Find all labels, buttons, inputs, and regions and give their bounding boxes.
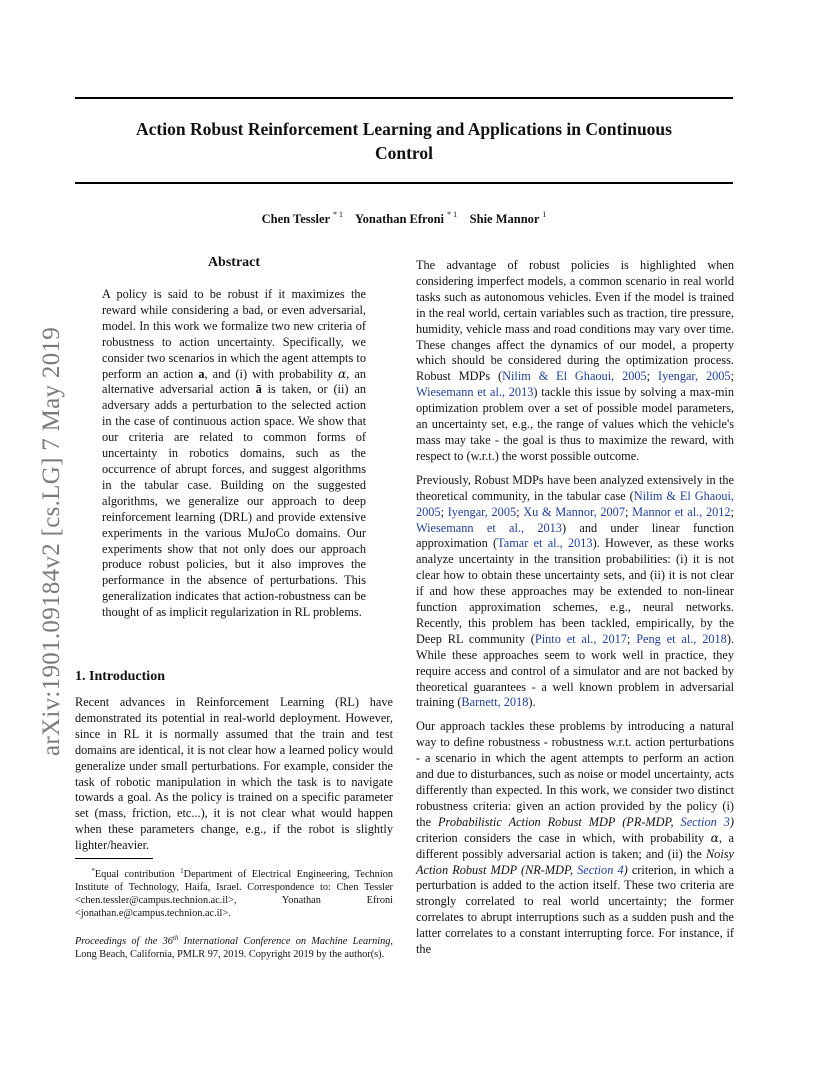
- abstract-paragraph: A policy is said to be robust if it maximizes the reward while considering a bad, or even adversarial, model. In this work we formalize two new criteria of robustness to action uncertainty. Specifically, we consider two scenarios in which the agent attempts to perform an action a, and (i) with probability α, an alternative adversarial action ā is taken, or (ii) an adversary adds a perturbation to the selected action in the case of continuous action space. We show that our criteria are related to common forms of uncertainty in robotics domains, such as the occurrence of abrupt forces, and suggest algorithms in the tabular case. Building on the suggested algorithms, we generalize our approach to deep reinforcement learning (DRL) and provide extensive experiments in the various MuJoCo domains. Our experiments show that not only does our approach produce robust policies, but it also improves the performance in the absence of perturbations. This generalization indicates that action-robustness can be thought of as implicit regularization in RL problems.: [102, 287, 366, 620]
- author-name: Yonathan Efroni: [355, 212, 445, 226]
- footnote-rule: [75, 858, 153, 859]
- citation-link[interactable]: Barnett, 2018: [461, 695, 529, 710]
- abstract-body: [102, 287, 366, 629]
- footnote-affiliations: *Equal contribution $^1$Department of Electrical Engineering, Technion Institute of Technology, Haifa, Israel. Correspondence to: Chen Tessler <chen.tessler@campus.technion.ac.il>, Yonathan Efroni <jonathan.e@campus.technion.ac.il>.: [75, 867, 393, 919]
- author-marks: * 1: [332, 210, 343, 219]
- right-column-body: [416, 258, 734, 966]
- section-heading-introduction: 1. Introduction: [75, 669, 165, 684]
- citation-link[interactable]: Xu & Mannor, 2007: [523, 504, 625, 519]
- right-paragraph-3: Our approach tackles these problems by introducing a natural way to define robustness - robustness w.r.t. action perturbations - a scenario in which the agent attempts to perform an action and due to disturbances, such as noise or model uncertainty, acts differently than expected. In this work, we consider two distinct robustness criteria: given an action provided by the policy (i) the Probabilistic Action Robust MDP (PR-MDP, Section 3) criterion considers the case in which, with probability α, a different possibly adversarial action is taken; and (ii) the Noisy Action Robust MDP (NR-MDP, Section 4) criterion, in which a perturbation is added to the action itself. These two criteria are strongly correlated to real world uncertainty; the former correlates to abrupt interruptions such as a sudden push and the latter correlates to a constant interrupting force. For instance, if the: [416, 719, 735, 957]
- footnote-proceedings: Proceedings of the 36th International Conference on Machine Learning, Long Beach, California, PMLR 97, 2019. Copyright 2019 by the author(s).: [75, 934, 393, 960]
- citation-link[interactable]: Wiesemann et al., 2013: [416, 385, 534, 400]
- citation-link[interactable]: Peng et al., 2018: [636, 631, 727, 646]
- intro-paragraph: Recent advances in Reinforcement Learning (RL) have demonstrated its potential in real-world deployment. However, since in RL it is normally assumed that the train and test domains are identical, it is not clear how a learned policy would generalize under small perturbations. For example, consider the task of robotic manipulation in which the task is to navigate towards a goal. As the policy is trained on a specific parameter set (mass, friction, etc...), it is not clear what would happen when these parameters change, e.g., if the robot is slightly lighter/heavier.: [75, 695, 393, 853]
- citation-link[interactable]: Iyengar, 2005: [657, 369, 731, 384]
- bottom-rule: [75, 182, 733, 184]
- author-marks: 1: [542, 210, 547, 219]
- author-marks: * 1: [447, 210, 458, 219]
- paper-title: Action Robust Reinforcement Learning and Applications in Continuous Control: [136, 119, 672, 163]
- right-paragraph-2: Previously, Robust MDPs have been analyzed extensively in the theoretical community, in the tabular case (Nilim & El Ghaoui, 2005; Iyengar, 2005; Xu & Mannor, 2007; Mannor et al., 2012; Wiesemann et al., 2013) and under linear function approximation (Tamar et al., 2013). However, as these works analyze uncertainty in the transition probabilities: (i) it is not clear how to obtain these uncertainty sets, and (ii) it is not clear if and how these approaches may be extended to non-linear function approximation schemes, e.g., neural networks. Recently, this problem has been tackled, empirically, by the Deep RL community (Pinto et al., 2017; Peng et al., 2018). While these approaches seem to work well in practice, they require access and control of a simulator and are not backed by theoretical guarantees - a well known problem in adversarial training (Barnett, 2018).: [416, 472, 735, 710]
- citation-link[interactable]: Mannor et al., 2012: [632, 504, 731, 519]
- author-name: Shie Mannor: [469, 212, 540, 226]
- abstract-heading: Abstract: [207, 255, 261, 270]
- citation-link[interactable]: Iyengar, 2005: [447, 504, 517, 519]
- citation-link[interactable]: Nilim & El Ghaoui, 2005: [502, 369, 647, 384]
- section-link[interactable]: Section 3: [680, 814, 730, 829]
- arxiv-sidebar-id: arXiv:1901.09184v2 [cs.LG] 7 May 2019: [38, 326, 65, 756]
- citation-link[interactable]: Wiesemann et al., 2013: [416, 520, 562, 535]
- author-list: [75, 210, 733, 227]
- author-name: Chen Tessler: [261, 212, 330, 226]
- section-link[interactable]: Section 4: [577, 862, 624, 877]
- citation-link[interactable]: Pinto et al., 2017: [534, 631, 627, 646]
- top-rule: [75, 97, 733, 99]
- introduction-body: [75, 695, 393, 862]
- citation-link[interactable]: Tamar et al., 2013: [497, 536, 593, 551]
- citation-link[interactable]: Nilim & El Ghaoui, 2005: [416, 488, 735, 519]
- right-paragraph-1: The advantage of robust policies is highlighted when considering imperfect models, a common scenario in real world tasks such as autonomous vehicles. Even if the model is trained in the real world, certain variables such as traction, tire pressure, humidity, vehicle mass and road conditions may vary over time. These changes affect the dynamics of our model, a property which should be considered during the optimization process. Robust MDPs (Nilim & El Ghaoui, 2005; Iyengar, 2005; Wiesemann et al., 2013) tackle this issue by solving a max-min optimization problem over a set of possible model parameters, an uncertainty set, e.g., the range of values which the vehicle's mass may take - the goal is thus to maximize the reward, with respect to (w.r.t.) the worst possible outcome.: [416, 258, 734, 463]
